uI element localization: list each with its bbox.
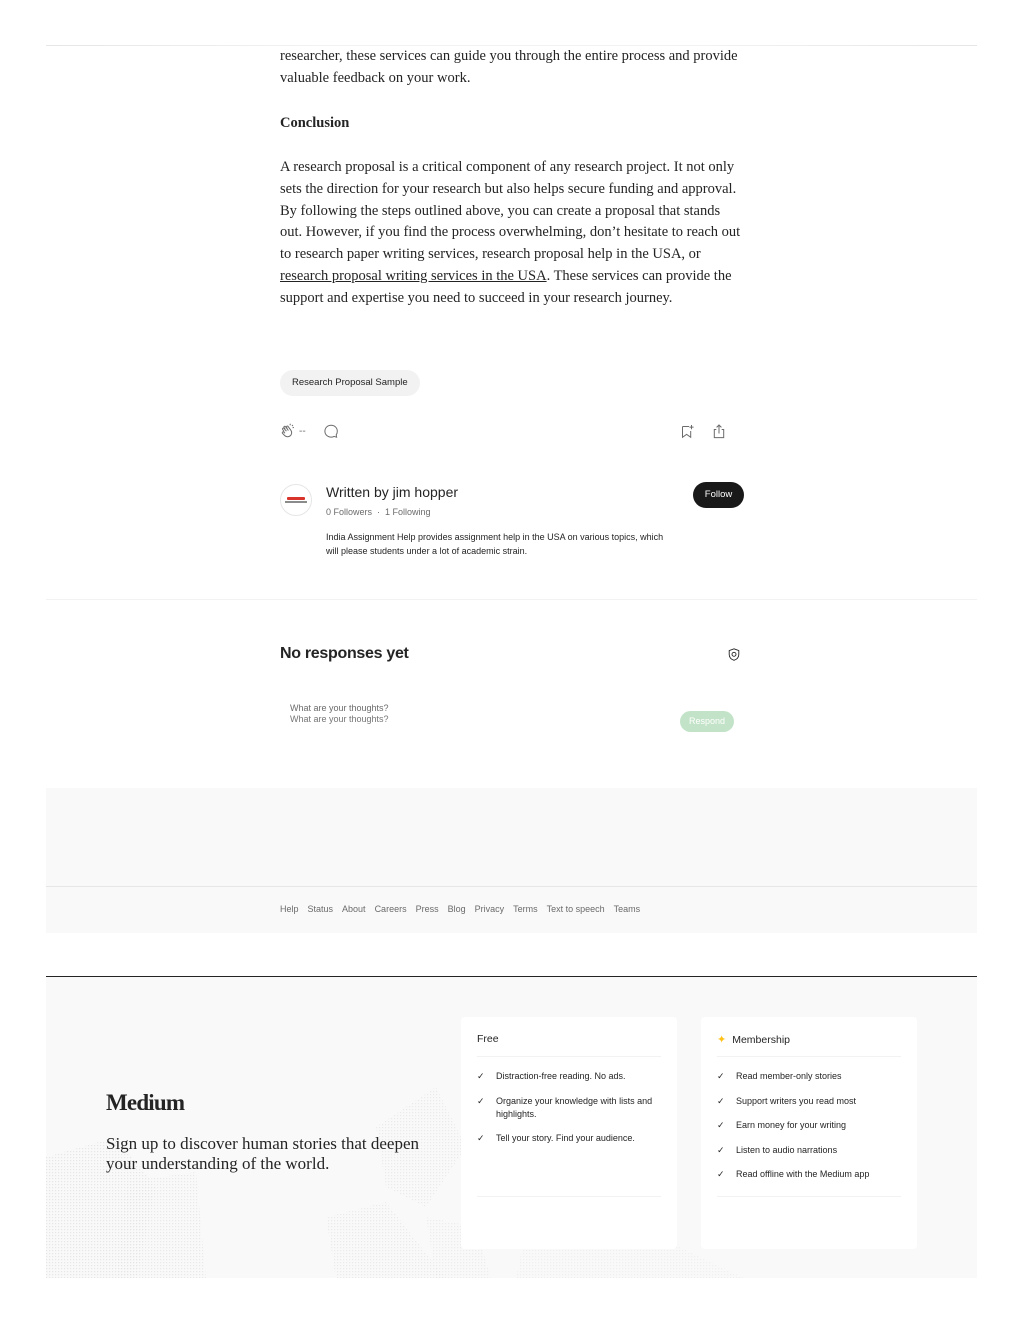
check-icon: ✓ bbox=[717, 1071, 725, 1081]
footer-link-about[interactable]: About bbox=[342, 904, 366, 914]
clap-button[interactable] bbox=[280, 420, 306, 442]
footer-link-blog[interactable]: Blog bbox=[447, 904, 466, 914]
share-icon bbox=[712, 424, 726, 439]
plan-title-membership bbox=[717, 1033, 790, 1046]
clap-icon bbox=[280, 423, 296, 439]
follow-button[interactable]: Follow bbox=[693, 482, 744, 508]
author-logo-icon bbox=[285, 495, 307, 505]
response-placeholder: What are your thoughts? bbox=[290, 703, 389, 713]
footer-link-text-to-speech[interactable]: Text to speech bbox=[546, 904, 605, 914]
check-icon: ✓ bbox=[717, 1120, 725, 1130]
footer-divider bbox=[46, 886, 977, 887]
responses-heading: No responses yet bbox=[280, 645, 409, 662]
check-icon: ✓ bbox=[717, 1144, 725, 1155]
check-icon: ✓ bbox=[477, 1095, 485, 1106]
check-icon: ✓ bbox=[477, 1071, 485, 1081]
plan-feature-label: Read offline with the Medium app bbox=[736, 1169, 870, 1179]
plan-feature bbox=[717, 1144, 901, 1157]
plan-feature bbox=[717, 1095, 901, 1108]
signup-tagline: Sign up to discover human stories that deepen your understanding of the world. bbox=[106, 1134, 420, 1173]
share-button[interactable] bbox=[712, 420, 726, 442]
footer-link-press[interactable]: Press bbox=[415, 904, 439, 914]
medium-logo[interactable]: Medium bbox=[106, 1090, 185, 1115]
plan-divider-bottom bbox=[717, 1196, 901, 1197]
comment-button[interactable] bbox=[324, 420, 338, 442]
plan-card-membership bbox=[701, 1017, 917, 1249]
plan-feature bbox=[717, 1119, 901, 1132]
footer-link-help[interactable]: Help bbox=[280, 904, 299, 914]
section-divider bbox=[46, 599, 977, 600]
plan-title-free bbox=[477, 1033, 499, 1045]
sparkle-icon: ✦ bbox=[717, 1034, 727, 1046]
plan-divider bbox=[717, 1056, 901, 1057]
plan-card-free bbox=[461, 1017, 677, 1249]
plan-feature-label: Listen to audio narrations bbox=[736, 1144, 838, 1155]
plan-feature-label: Read member-only stories bbox=[736, 1071, 842, 1081]
plan-features-free bbox=[477, 1070, 661, 1157]
tag-chip[interactable]: Research Proposal Sample bbox=[280, 370, 420, 396]
following-count[interactable]: 1 Following bbox=[385, 507, 431, 517]
plan-feature-label: Support writers you read most bbox=[736, 1095, 857, 1106]
author-name[interactable]: Written by jim hopper bbox=[326, 484, 459, 500]
plan-feature-label: Distraction-free reading. No ads. bbox=[496, 1071, 626, 1081]
conclusion-inline-link[interactable]: research proposal writing services in the USA bbox=[280, 267, 547, 284]
conclusion-text-after-link: . These services can provide the support and expertise you need to succeed in your research journey. bbox=[280, 267, 732, 306]
plan-feature bbox=[717, 1070, 901, 1083]
respond-button[interactable]: Respond bbox=[680, 711, 734, 732]
plan-divider-bottom bbox=[477, 1196, 661, 1197]
conclusion-text-before-link: A research proposal is a critical component of any research project. It not only sets the direction for your research but also helps secure funding and approval. By following the steps outlined above, you can create a proposal that stands out. However, if you find the process overwhelming, don’t hesitate to reach out to research paper writing services, research proposal help in the USA, or bbox=[280, 159, 741, 263]
plan-features-membership bbox=[717, 1070, 901, 1193]
plan-title-free-label: Free bbox=[477, 1033, 499, 1045]
plan-divider bbox=[477, 1056, 661, 1057]
check-icon: ✓ bbox=[717, 1095, 725, 1106]
footer-link-teams[interactable]: Teams bbox=[613, 904, 641, 914]
signup-banner bbox=[46, 976, 977, 1278]
footer-link-careers[interactable]: Careers bbox=[374, 904, 407, 914]
author-follow-stats bbox=[326, 507, 431, 517]
article-paragraph-conclusion bbox=[280, 157, 744, 310]
footer-links bbox=[280, 904, 649, 914]
shield-icon[interactable] bbox=[728, 648, 740, 661]
stats-separator: · bbox=[377, 507, 381, 517]
plan-feature bbox=[477, 1070, 661, 1083]
plan-feature-label: Earn money for your writing bbox=[736, 1120, 847, 1130]
author-avatar[interactable] bbox=[280, 484, 312, 516]
author-card bbox=[280, 480, 744, 560]
footer-link-privacy[interactable]: Privacy bbox=[474, 904, 505, 914]
comment-icon bbox=[324, 424, 338, 438]
article-action-bar bbox=[280, 420, 744, 442]
plan-title-membership-label: Membership bbox=[732, 1033, 790, 1046]
clap-count: -- bbox=[299, 425, 306, 437]
check-icon: ✓ bbox=[477, 1133, 485, 1143]
footer-link-status[interactable]: Status bbox=[307, 904, 334, 914]
plan-feature-label: Organize your knowledge with lists and highlights. bbox=[496, 1095, 653, 1119]
check-icon: ✓ bbox=[717, 1169, 725, 1179]
bookmark-button[interactable] bbox=[680, 420, 695, 442]
bookmark-add-icon bbox=[680, 424, 695, 439]
article-paragraph-intro: researcher, these services can guide you through the entire process and provide valuable feedback on your work. bbox=[280, 48, 738, 86]
author-bio: India Assignment Help provides assignment help in the USA on various topics, which will please students under a lot of academic strain. bbox=[326, 532, 664, 556]
plan-feature bbox=[477, 1132, 661, 1145]
footer-link-terms[interactable]: Terms bbox=[513, 904, 538, 914]
plan-feature bbox=[477, 1095, 661, 1121]
plan-feature-label: Tell your story. Find your audience. bbox=[496, 1133, 635, 1143]
plan-feature bbox=[717, 1168, 901, 1181]
section-heading-conclusion: Conclusion bbox=[280, 115, 350, 131]
followers-count[interactable]: 0 Followers bbox=[326, 507, 373, 517]
